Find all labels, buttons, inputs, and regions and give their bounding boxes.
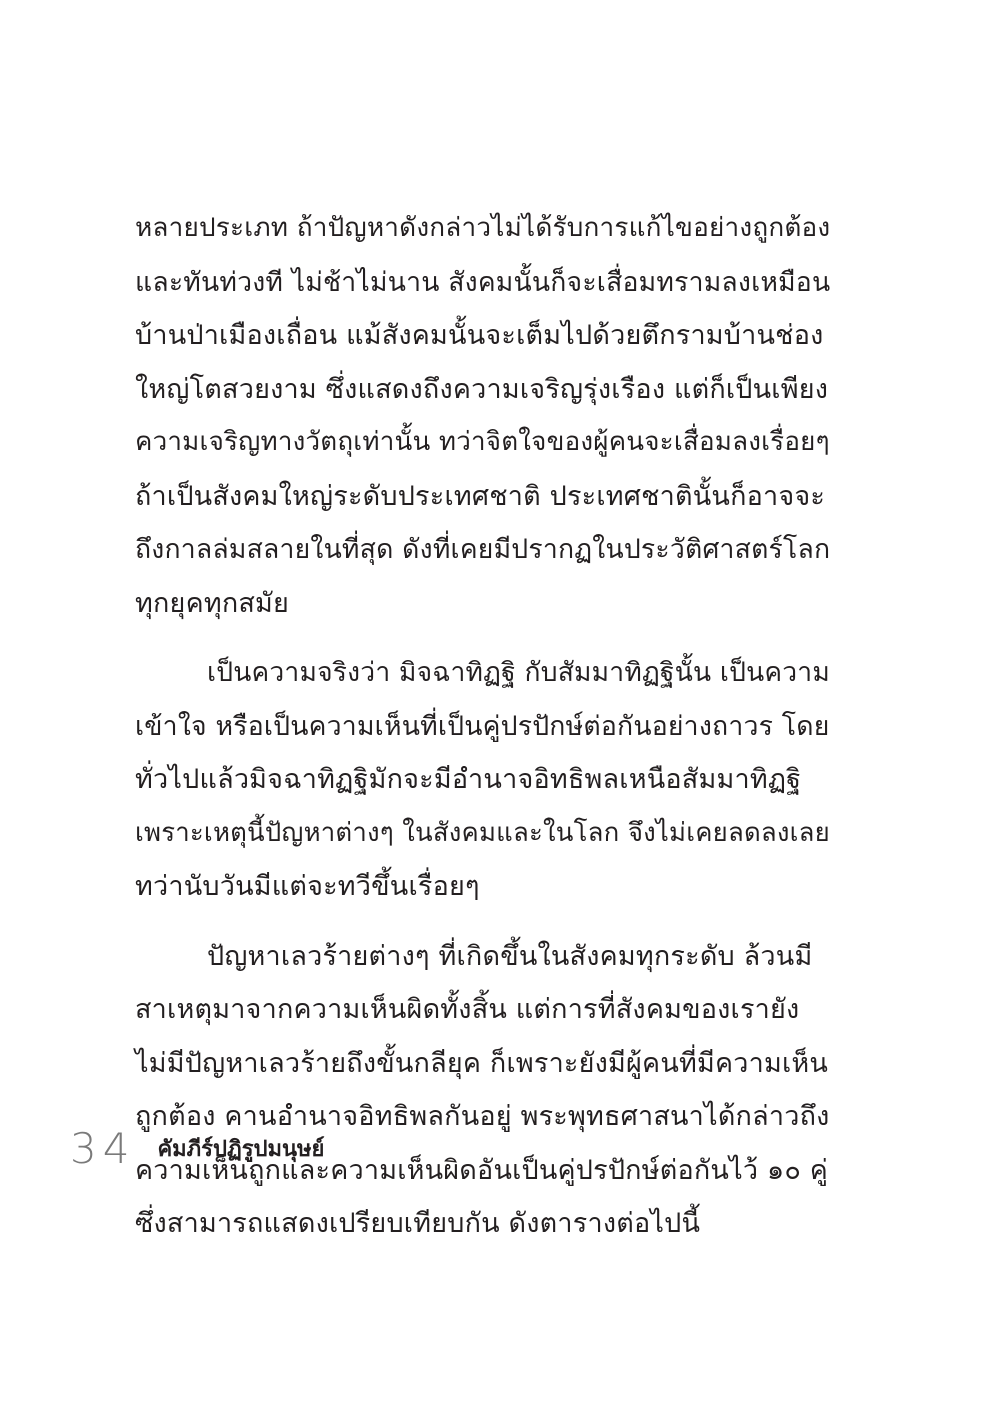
text-line: ทว่านับวันมีแต่จะทวีขึ้นเรื่อยๆ	[135, 871, 480, 902]
paragraph-2	[135, 646, 830, 914]
text-line: ความเจริญทางวัตถุเท่านั้น ทว่าจิตใจของผู้คนจะเสื่อมลงเรื่อยๆ	[135, 427, 830, 457]
page-number: 34	[70, 1123, 136, 1173]
page-footer	[70, 1118, 324, 1178]
text-line: ถูกต้อง คานอำนาจอิทธิพลกันอยู่ พระพุทธศาสนาได้กล่าวถึง	[135, 1101, 830, 1132]
text-line: หลายประเภท ถ้าปัญหาดังกล่าวไม่ได้รับการแก้ไขอย่างถูกต้อง	[135, 213, 831, 243]
text-line: ไม่มีปัญหาเลวร้ายถึงขั้นกลียุค ก็เพราะยังมีผู้คนที่มีความเห็น	[135, 1047, 829, 1079]
text-line: ความเห็นถูกและความเห็นผิดอันเป็นคู่ปรปักษ์ต่อกันไว้ ๑๐ คู่	[135, 1154, 829, 1186]
text-line: เข้าใจ หรือเป็นความเห็นที่เป็นคู่ปรปักษ์ต่อกันอย่างถาวร โดย	[135, 710, 830, 742]
text-line: ทั่วไปแล้วมิจฉาทิฏฐิมักจะมีอำนาจอิทธิพลเหนือสัมมาทิฏฐิ	[135, 764, 802, 795]
paragraph-3	[135, 930, 830, 1251]
text-line: เป็นความจริงว่า มิจฉาทิฏฐิ กับสัมมาทิฏฐินั้น เป็นความ	[207, 657, 830, 688]
text-line: ซึ่งสามารถแสดงเปรียบเทียบกัน ดังตารางต่อไปนี้	[135, 1208, 701, 1239]
paragraph-spacer	[135, 630, 830, 646]
paragraph-spacer	[135, 914, 830, 930]
text-line: เพราะเหตุนี้ปัญหาต่างๆ ในสังคมและในโลก จึงไม่เคยลดลงเลย	[135, 817, 830, 848]
book-title: คัมภีร์ปฏิรูปมนุษย์	[157, 1136, 325, 1162]
text-line: ถึงกาลล่มสลายในที่สุด ดังที่เคยมีปรากฏในประวัติศาสตร์โลก	[135, 534, 831, 565]
text-line: ปัญหาเลวร้ายต่างๆ ที่เกิดขึ้นในสังคมทุกระดับ ล้วนมี	[207, 940, 813, 972]
text-line: ใหญ่โตสวยงาม ซึ่งแสดงถึงความเจริญรุ่งเรือง แต่ก็เป็นเพียง	[135, 373, 829, 405]
text-line: ทุกยุคทุกสมัย	[135, 587, 290, 619]
text-line: สาเหตุมาจากความเห็นผิดทั้งสิ้น แต่การที่สังคมของเรายัง	[135, 994, 800, 1025]
body-text	[135, 202, 830, 1251]
text-line: บ้านป่าเมืองเถื่อน แม้สังคมนั้นจะเต็มไปด้วยตึกรามบ้านช่อง	[135, 320, 824, 351]
text-line: ถ้าเป็นสังคมใหญ่ระดับประเทศชาติ ประเทศชาตินั้นก็อาจจะ	[135, 480, 826, 512]
text-line: และทันท่วงที ไม่ช้าไม่นาน สังคมนั้นก็จะเสื่อมทรามลงเหมือน	[135, 266, 831, 298]
paragraph-1	[135, 202, 830, 630]
